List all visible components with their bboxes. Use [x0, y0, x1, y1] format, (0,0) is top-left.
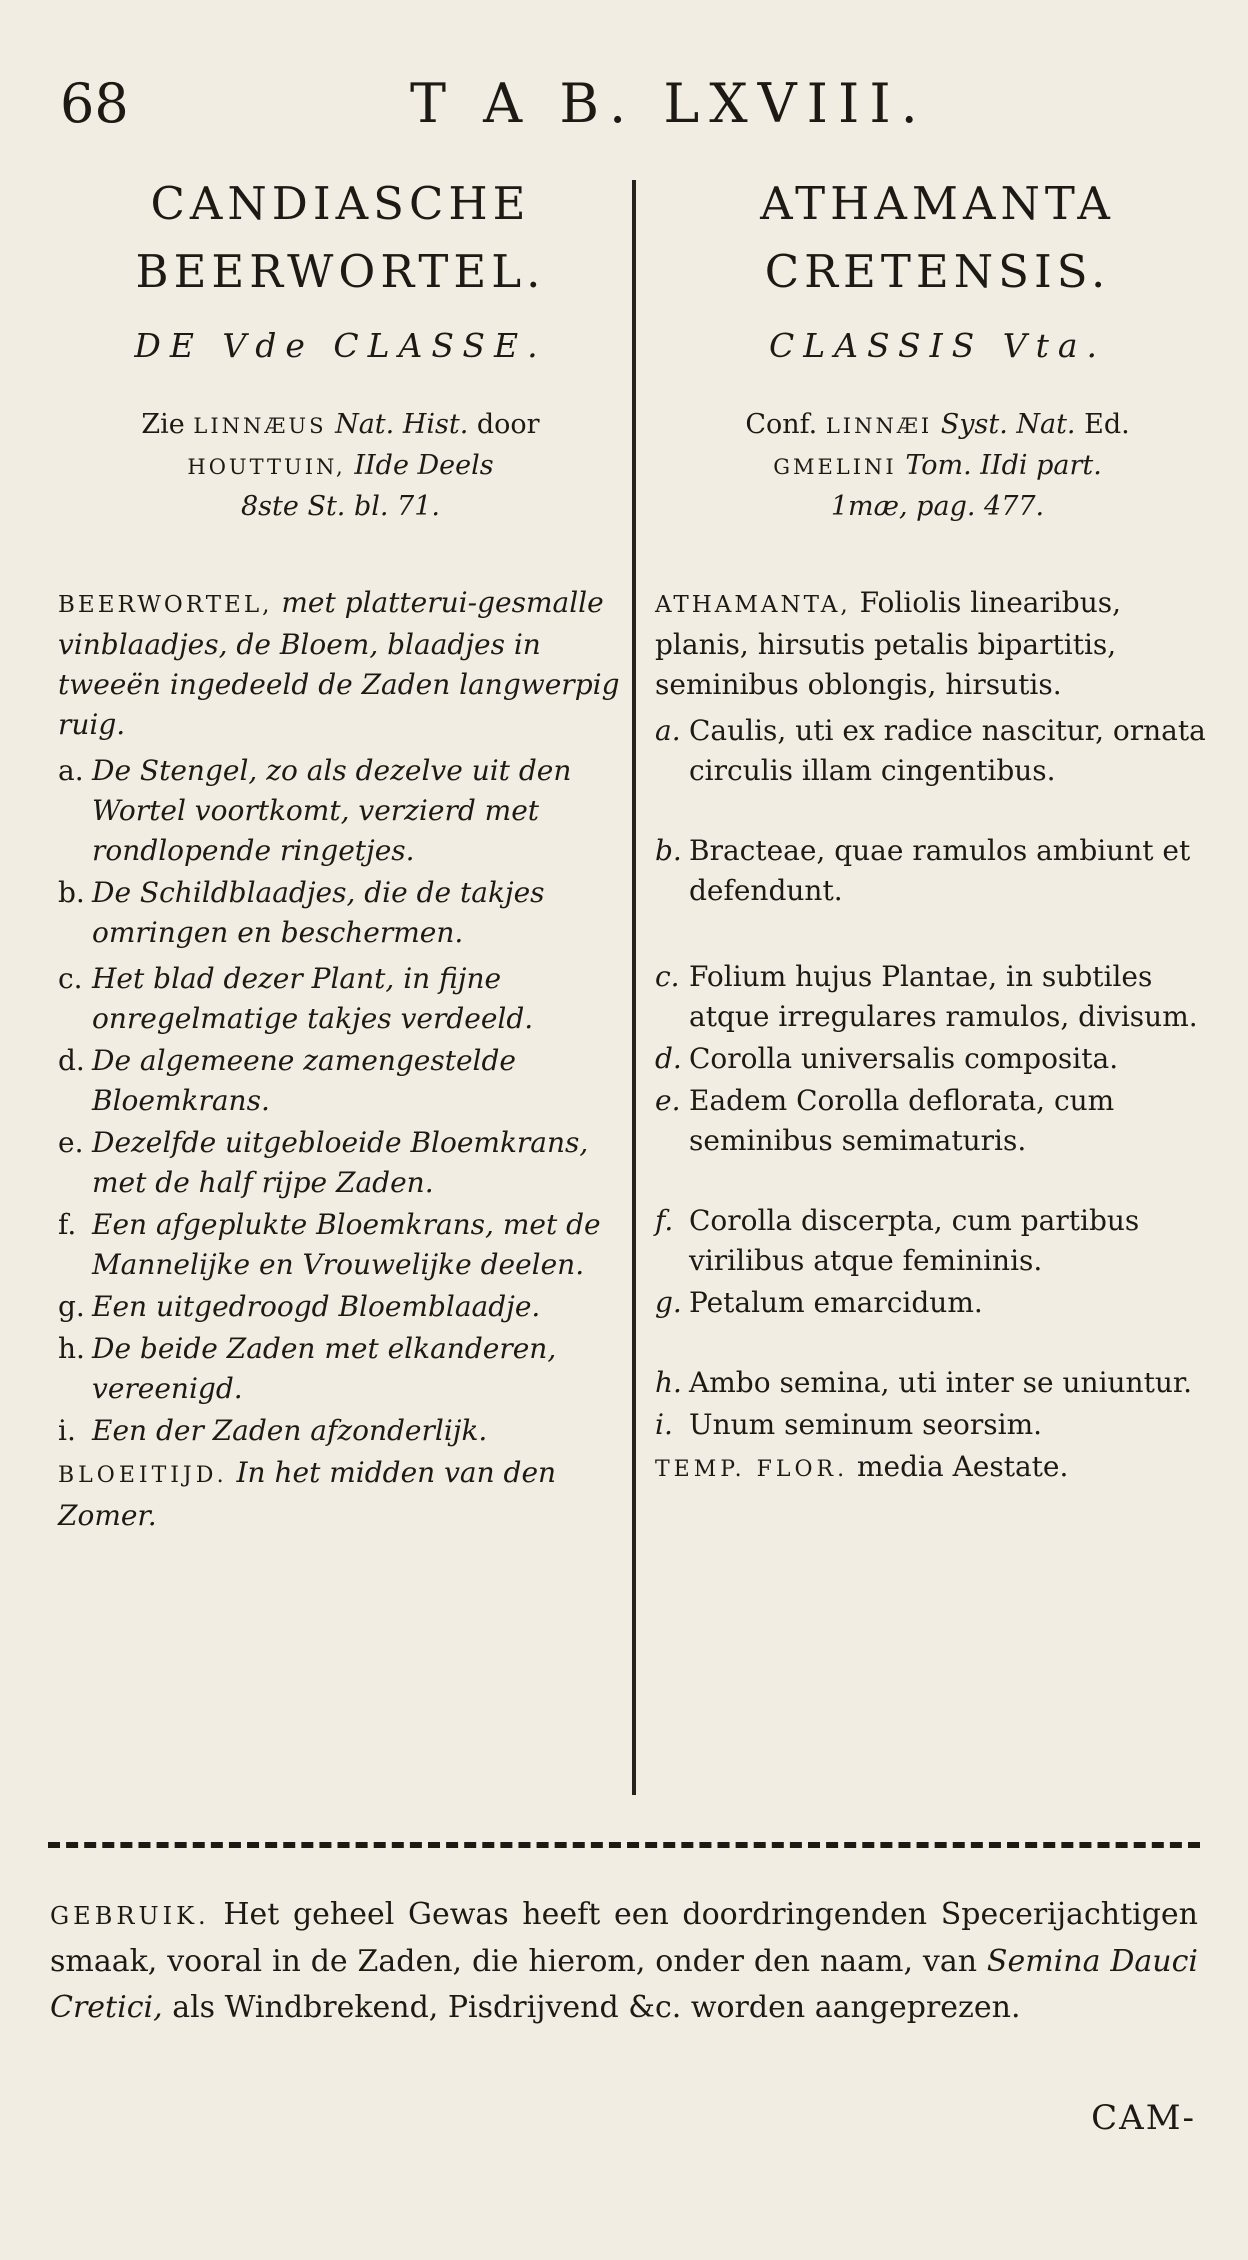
ref-deels: IIde Deels — [354, 450, 494, 481]
item-label: b. — [58, 876, 85, 909]
list-item — [655, 831, 1220, 911]
item-text: Eadem Corolla deflorata, cum seminibus semimaturis. — [689, 1084, 1115, 1157]
list-item — [655, 1283, 1220, 1323]
dutch-description — [58, 583, 623, 745]
list-item — [655, 1363, 1220, 1403]
item-label: e. — [655, 1084, 681, 1117]
plate-title: T A B. LXVIII. — [410, 72, 928, 135]
item-label: c. — [58, 962, 83, 995]
flowering-lead: TEMP. FLOR. — [655, 1457, 849, 1482]
ref-nat-hist: Nat. Hist. — [335, 409, 469, 440]
list-item — [58, 959, 623, 1039]
item-text: De beide Zaden met elkanderen, vereenigd. — [92, 1332, 557, 1405]
dutch-title-line1: CANDIASCHE — [150, 177, 531, 230]
list-item — [655, 1201, 1220, 1281]
item-label: d. — [655, 1042, 682, 1075]
usage-text-1: Het geheel Gewas heeft een doordringenden Specerijachtigen smaak, vooral in de Zaden, die hierom, onder den naam, van — [50, 1897, 1198, 1979]
list-item — [58, 1287, 623, 1327]
flowering-text: media Aestate. — [856, 1450, 1069, 1483]
item-label: g. — [58, 1290, 85, 1323]
latin-description — [655, 583, 1220, 705]
item-label: i. — [58, 1414, 76, 1447]
ref-conf: Conf. — [745, 409, 818, 440]
ref-st: 8ste St. bl. 71. — [241, 491, 440, 522]
item-label: c. — [655, 960, 680, 993]
list-item — [655, 1039, 1220, 1079]
item-text: Een afgeplukte Bloemkrans, met de Mannelijke en Vrouwelijke deelen. — [92, 1208, 601, 1281]
desc-text: met platterui-gesmalle vinblaadjes, de Bloem, blaadjes in tweeën ingedeeld de Zaden langwerpig ruig. — [58, 586, 620, 741]
ref-door: door — [476, 409, 540, 440]
item-label: b. — [655, 834, 682, 867]
usage-paragraph — [50, 1892, 1198, 2031]
list-item — [58, 751, 623, 871]
list-item — [655, 711, 1220, 791]
item-text: Het blad dezer Plant, in fijne onregelmatige takjes verdeeld. — [92, 962, 534, 1035]
catchword: CAM- — [1091, 2098, 1196, 2138]
flowering-text: In het midden van den Zomer. — [58, 1456, 557, 1532]
list-item — [58, 873, 623, 953]
item-text: De Schildblaadjes, die de takjes omringen en beschermen. — [92, 876, 545, 949]
list-item — [655, 957, 1220, 1037]
item-label: a. — [58, 754, 84, 787]
latin-flowering — [655, 1447, 1220, 1490]
list-item — [58, 1123, 623, 1203]
item-text: Corolla universalis composita. — [689, 1042, 1119, 1075]
horizontal-rule — [48, 1842, 1200, 1848]
dutch-column — [58, 170, 623, 1536]
dutch-reference — [58, 405, 623, 527]
latin-column — [655, 170, 1220, 1490]
item-label: g. — [655, 1286, 682, 1319]
item-label: f. — [58, 1208, 77, 1241]
ref-ed: Ed. — [1084, 409, 1130, 440]
page-number: 68 — [60, 72, 129, 135]
list-item — [655, 1081, 1220, 1161]
flowering-lead: BLOEITIJD. — [58, 1463, 228, 1488]
latin-title-line2: CRETENSIS. — [764, 245, 1111, 298]
latin-title-line1: ATHAMANTA — [760, 177, 1115, 230]
desc-text: Foliolis linearibus, planis, hirsutis petalis bipartitis, seminibus oblongis, hirsutis. — [655, 586, 1122, 701]
item-label: e. — [58, 1126, 84, 1159]
ref-pag: 1mæ, pag. 477. — [830, 491, 1045, 522]
item-text: Een der Zaden afzonderlijk. — [92, 1414, 488, 1447]
usage-text-2: als Windbrekend, Pisdrijvend &c. worden aangeprezen. — [172, 1990, 1021, 2025]
ref-linnaei: LINNÆI — [825, 414, 933, 438]
latin-title — [655, 170, 1220, 306]
desc-lead: BEERWORTEL, — [58, 592, 273, 618]
item-label: h. — [58, 1332, 85, 1365]
dutch-title-line2: BEERWORTEL. — [135, 245, 546, 298]
dutch-title — [58, 170, 623, 306]
column-divider — [632, 180, 636, 1795]
item-label: h. — [655, 1366, 682, 1399]
dutch-class: DE Vde CLASSE. — [134, 326, 547, 365]
item-label: d. — [58, 1044, 85, 1077]
ref-tom: Tom. IIdi part. — [905, 450, 1102, 481]
ref-zie: Zie — [141, 409, 185, 440]
item-text: Caulis, uti ex radice nascitur, ornata circulis illam cingentibus. — [689, 714, 1206, 787]
list-item — [58, 1205, 623, 1285]
dutch-flowering — [58, 1453, 623, 1536]
ref-houttuin: HOUTTUIN, — [187, 455, 346, 479]
usage-lead: GEBRUIK. — [50, 1902, 210, 1930]
ref-syst: Syst. Nat. — [940, 409, 1076, 440]
desc-lead: ATHAMANTA, — [655, 592, 851, 618]
item-text: Folium hujus Plantae, in subtiles atque irregulares ramulos, divisum. — [689, 960, 1198, 1033]
list-item — [58, 1411, 623, 1451]
list-item — [655, 1405, 1220, 1445]
item-text: Corolla discerpta, cum partibus virilibus atque femininis. — [689, 1204, 1140, 1277]
item-label: i. — [655, 1408, 673, 1441]
page-header — [60, 72, 1188, 142]
ref-linnaeus: LINNÆUS — [193, 414, 327, 438]
item-label: f. — [655, 1204, 674, 1237]
item-text: Unum seminum seorsim. — [689, 1408, 1043, 1441]
item-text: De Stengel, zo als dezelve uit den Wortel voortkomt, verzierd met rondlopende ringetjes. — [92, 754, 572, 867]
latin-class: CLASSIS Vta. — [768, 326, 1107, 365]
item-text: Een uitgedroogd Bloemblaadje. — [92, 1290, 541, 1323]
item-text: De algemeene zamengestelde Bloemkrans. — [92, 1044, 516, 1117]
item-text: Bracteae, quae ramulos ambiunt et defendunt. — [689, 834, 1191, 907]
list-item — [58, 1329, 623, 1409]
list-item — [58, 1041, 623, 1121]
latin-reference — [655, 405, 1220, 527]
usage-semina: Semina Dauci Cretici, — [50, 1944, 1198, 2025]
item-text: Petalum emarcidum. — [689, 1286, 983, 1319]
item-text: Ambo semina, uti inter se uniuntur. — [689, 1366, 1193, 1399]
ref-gmelini: GMELINI — [773, 455, 897, 479]
item-text: Dezelfde uitgebloeide Bloemkrans, met de half rijpe Zaden. — [92, 1126, 589, 1199]
item-label: a. — [655, 714, 681, 747]
